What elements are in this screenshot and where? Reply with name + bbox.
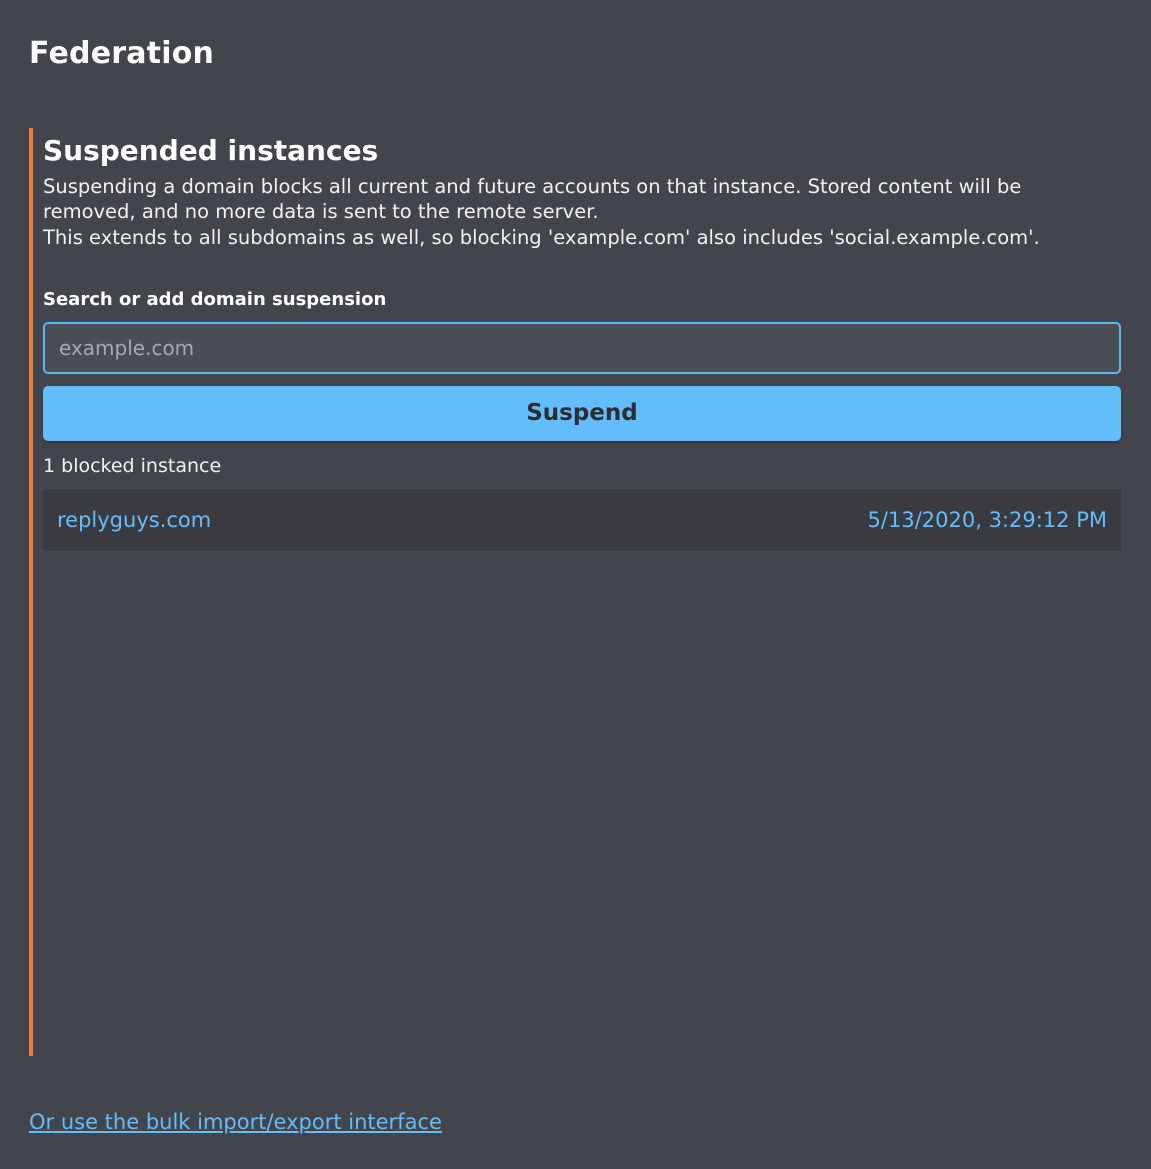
blocked-instance-count: 1 blocked instance bbox=[43, 454, 222, 477]
section-description bbox=[43, 174, 1103, 251]
instance-domain[interactable]: replyguys.com bbox=[57, 507, 212, 532]
section-title: Suspended instances bbox=[43, 134, 379, 167]
bulk-import-export-link[interactable]: Or use the bulk import/export interface bbox=[29, 1110, 442, 1134]
domain-field-label: Search or add domain suspension bbox=[43, 288, 387, 310]
list-item[interactable] bbox=[43, 489, 1121, 551]
domain-search-input[interactable] bbox=[43, 322, 1121, 374]
section-description-line-2: This extends to all subdomains as well, so blocking 'example.com' also includes 'social.example.com'. bbox=[43, 226, 1040, 250]
suspend-button[interactable]: Suspend bbox=[43, 386, 1121, 441]
suspended-instances-section bbox=[29, 128, 1122, 1056]
instance-date: 5/13/2020, 3:29:12 PM bbox=[867, 507, 1107, 532]
blocked-instance-list bbox=[43, 489, 1121, 551]
section-description-line-1: Suspending a domain blocks all current and future accounts on that instance. Stored content will be removed, and no more data is sent to the remote server. bbox=[43, 174, 1022, 224]
page-title: Federation bbox=[29, 36, 215, 71]
